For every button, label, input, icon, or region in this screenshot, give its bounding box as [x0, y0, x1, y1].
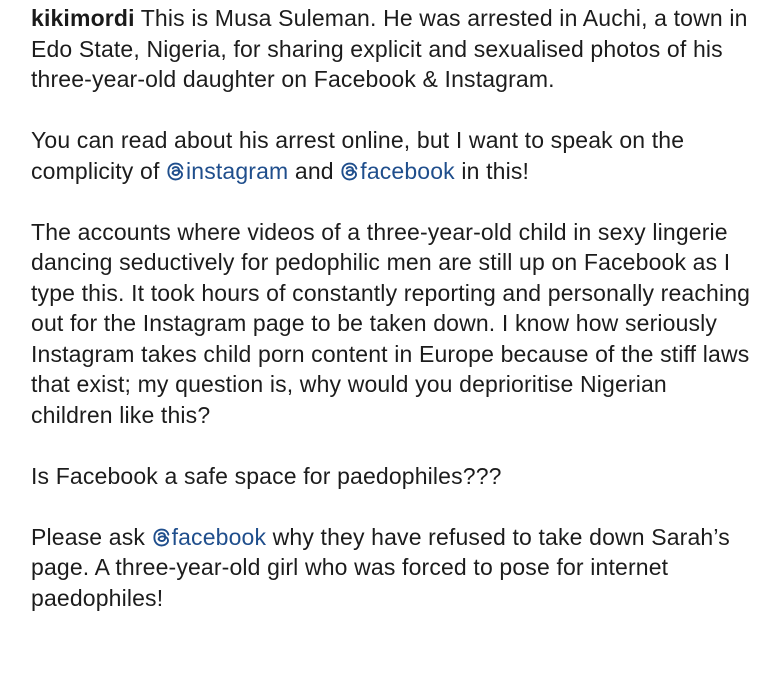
threads-icon [166, 162, 185, 181]
paragraph-5-before: Please ask [31, 523, 152, 550]
mention-facebook[interactable] [340, 158, 455, 184]
paragraph-2-middle: and [288, 157, 341, 184]
threads-icon [152, 528, 171, 547]
paragraph-2-before: You can read about his arrest online, but I want to speak on the complicity of [31, 127, 685, 184]
threads-icon [340, 162, 359, 181]
username-link[interactable]: kikimordi [31, 5, 135, 31]
mention-facebook-2[interactable] [152, 524, 267, 550]
mention-instagram[interactable] [166, 158, 288, 184]
mention-facebook-2-label: facebook [171, 523, 267, 550]
paragraph-1-text: This is Musa Suleman. He was arrested in Auchi, a town in Edo State, Nigeria, for sharing explicit and sexualised photos of his three-year-old daughter on Facebook & Instagram. [31, 5, 748, 92]
caption-paragraph-2 [31, 125, 755, 186]
caption-paragraph-1 [31, 3, 755, 95]
caption-paragraph-3: The accounts where videos of a three-year-old child in sexy lingerie dancing seductively for pedophilic men are still up on Facebook as I type this. It took hours of constantly reporting and personally reaching out for the Instagram page to be taken down. I know how seriously Instagram takes child porn content in Europe because of the stiff laws that exist; my question is, why would you deprioritise Nigerian children like this? [31, 218, 751, 428]
caption-paragraph-5 [31, 522, 755, 614]
paragraph-5-after: why they have refused to take down Sarah’s page. A three-year-old girl who was forced to pose for internet paedophiles! [31, 523, 730, 611]
post-caption [31, 0, 755, 644]
caption-paragraph-4: Is Facebook a safe space for paedophiles??? [31, 462, 502, 489]
paragraph-2-after: in this! [454, 157, 530, 184]
mention-facebook-label: facebook [360, 157, 455, 184]
mention-instagram-label: instagram [186, 157, 289, 184]
